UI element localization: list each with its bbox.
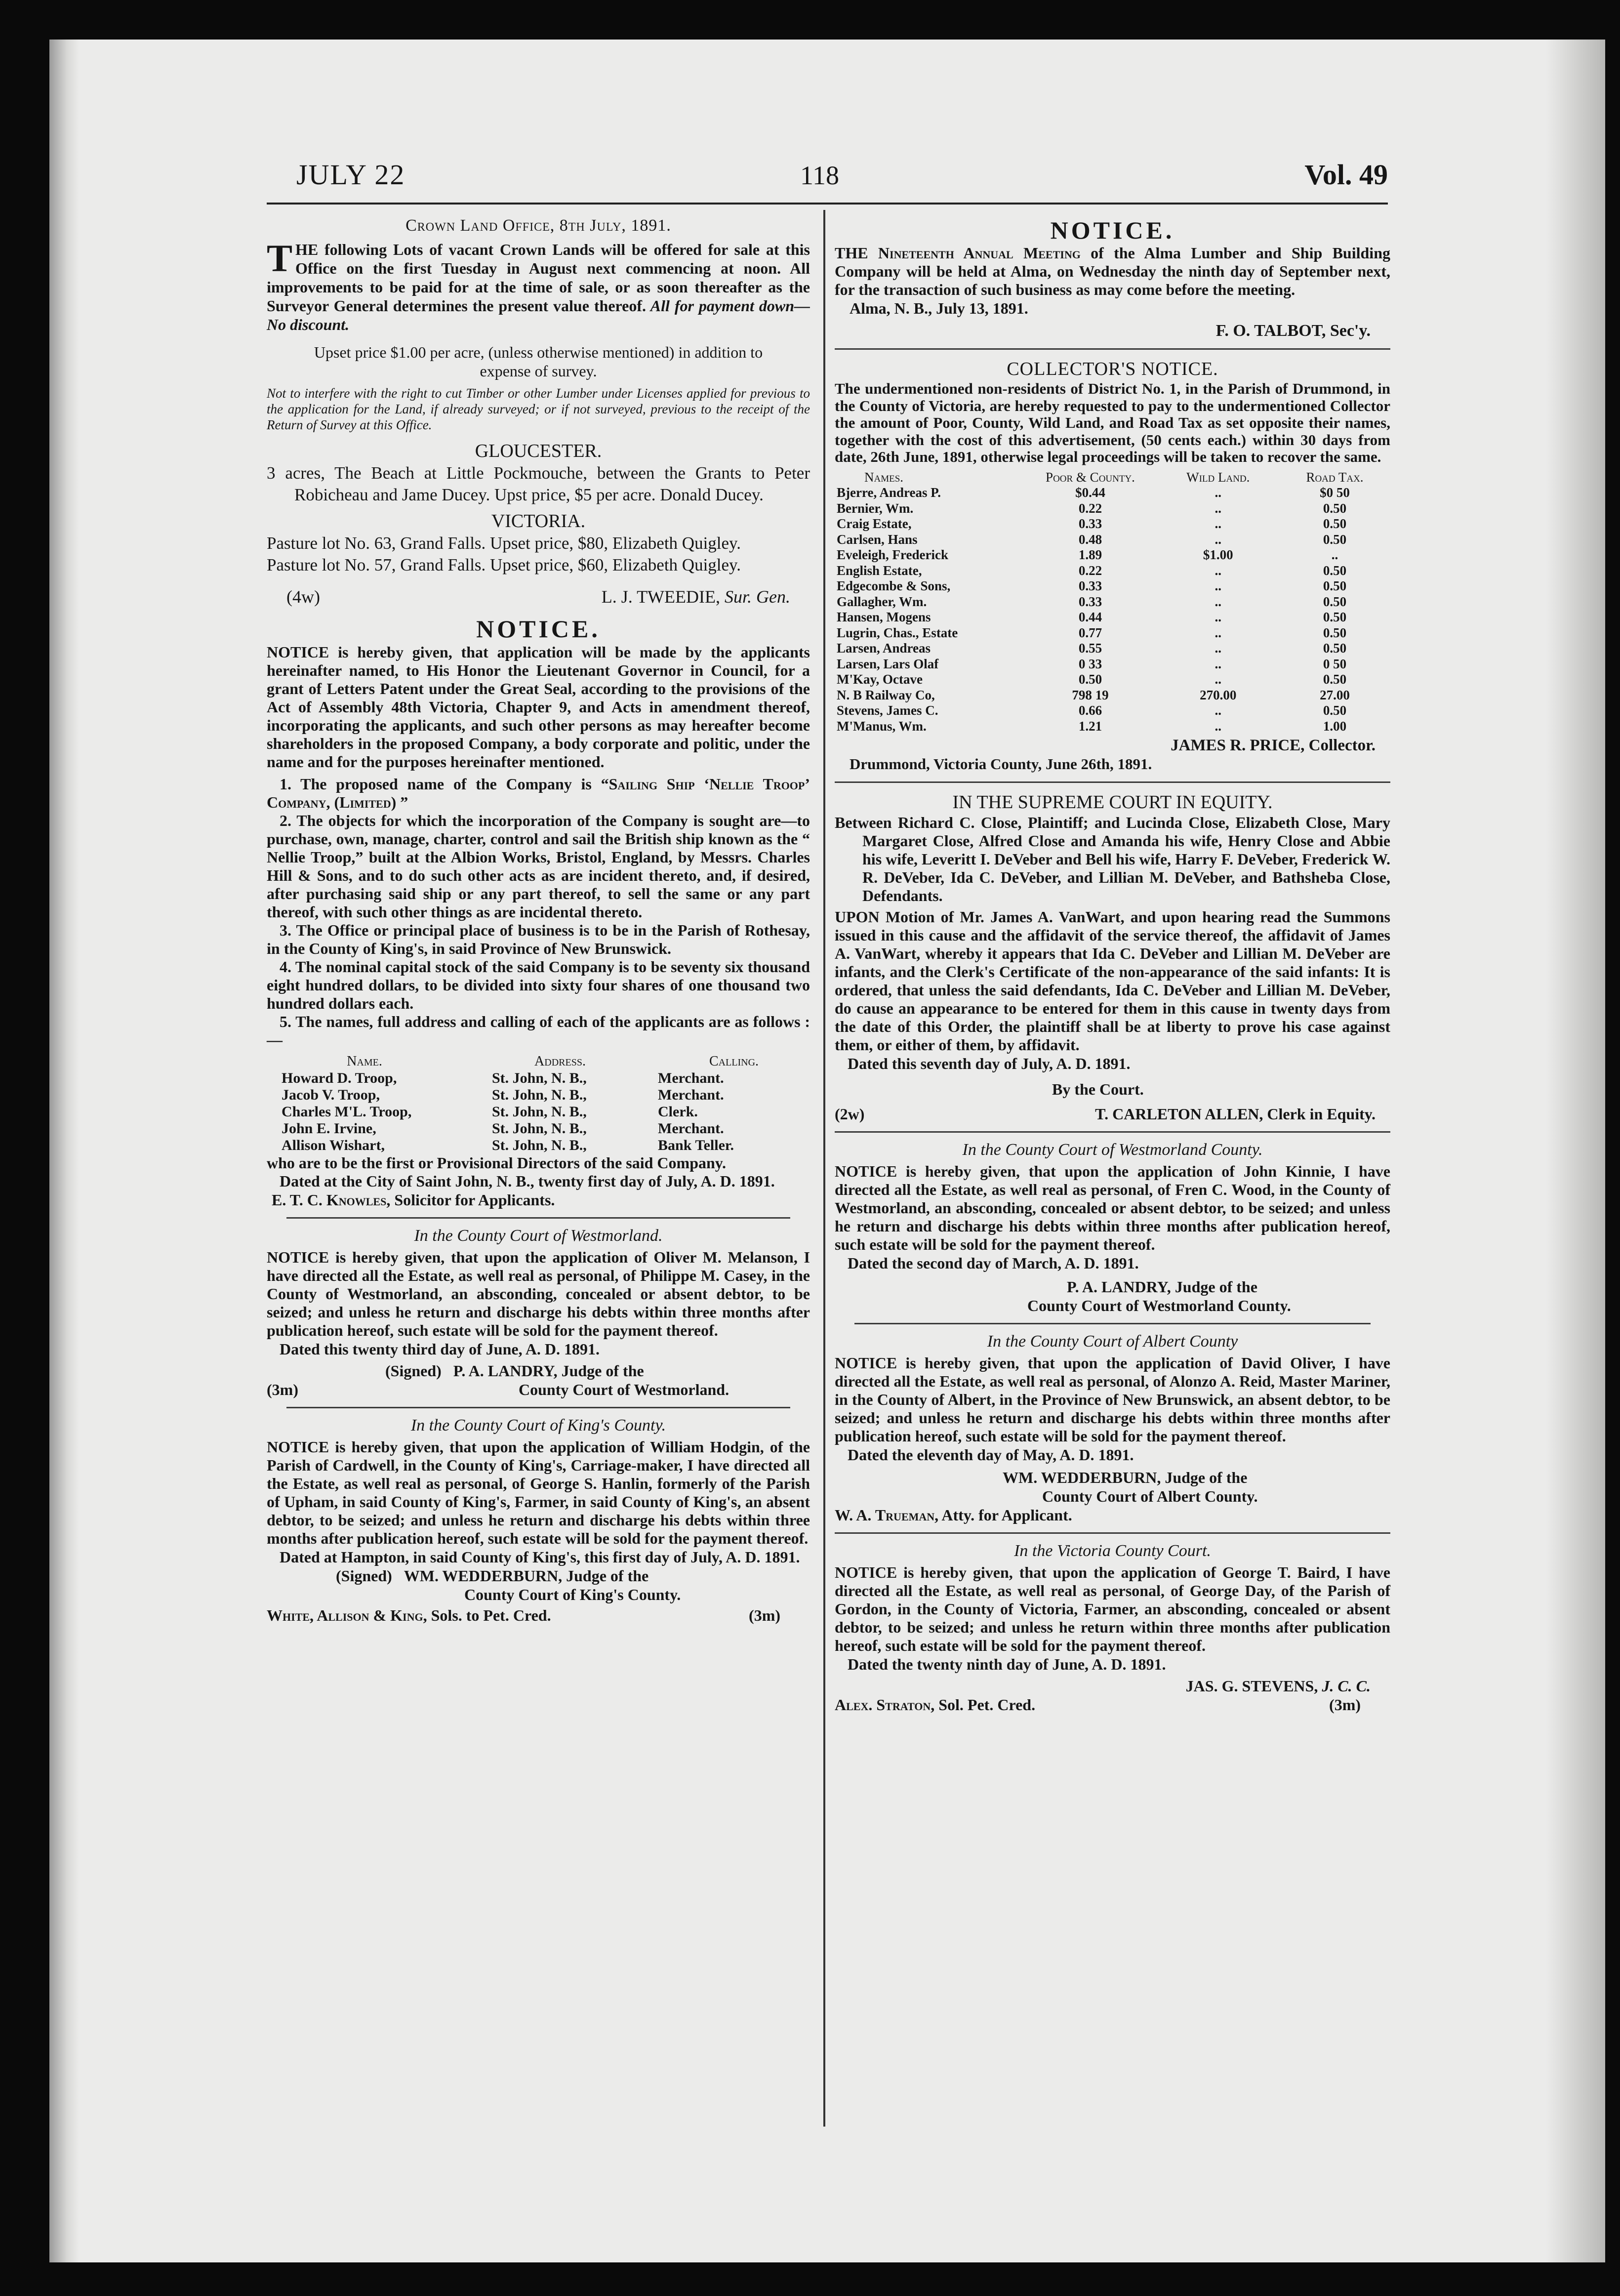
table-row: Charles M'L. Troop, St. John, N. B., Clerk. — [282, 1104, 698, 1120]
table-cell: 0.48 — [1078, 532, 1102, 547]
collector-dated: Drummond, Victoria County, June 26th, 1891. — [850, 755, 1152, 773]
table-cell: 0 33 — [1078, 656, 1102, 671]
troop-company-notice — [267, 615, 810, 1209]
table-cell: Eveleigh, Frederick — [837, 547, 948, 562]
table-cell: 0.66 — [1078, 703, 1102, 718]
tax-table — [835, 470, 1390, 735]
table-row — [835, 547, 1390, 563]
notice-heading: NOTICE. — [476, 615, 601, 643]
kings-county-notice: In the County Court of King's County. NOTICE is hereby given, that upon the application of William Hodgin, of the Parish of Cardwell, in the County of King's, Carriage-maker, I have directed all the Estate, as well real as personal, of George S. Hanlin, formerly of the Parish of Upham, in said County of King's, Farmer, in said County of King's, an absent debtor, to be seized; and unless he return and discharge his debts within three months after publication hereof, such estate will be sold for the payment thereof. Dated at Hampton, in said County of King's, this first day of July, A. D. 1891. (Signed) WM. WEDDERBURN, Judge of the County Court of King's County. White, Allison & King, Sols. to Pet. Cred. (3m) — [267, 1416, 810, 1624]
table-cell: Larsen, Andreas — [837, 641, 931, 656]
table-cell: 0.33 — [1078, 578, 1102, 593]
insertion-term: (4w) — [286, 587, 320, 607]
table-cell: 0.22 — [1078, 500, 1102, 516]
crown-signature: (4w) L. J. TWEEDIE, Sur. Gen. — [286, 587, 790, 607]
table-cell: 0.50 — [1323, 594, 1347, 609]
equity-by-court: By the Court. — [1052, 1080, 1144, 1098]
notice-body: NOTICE is hereby given, that upon the application of David Oliver, I have directed all the Estate, as well real as personal, of Alonzo A. Reid, Master Mariner, in the County of Albert, in the Province of New Brunswick, an absent debtor, to be seized; and unless he return and discharge his debts within three months after publication hereof, such estate will be sold for the payment thereof. — [835, 1354, 1390, 1445]
applicants-table — [267, 1053, 810, 1154]
lot-63: Pasture lot No. 63, Grand Falls. Upset price, $80, Elizabeth Quigley. — [267, 533, 741, 553]
notice-dated: Dated the second day of March, A. D. 1891. — [848, 1254, 1139, 1272]
page-header — [267, 158, 1388, 217]
gazette-page — [267, 104, 1388, 2198]
notice-body: NOTICE is hereby given, that upon the application of Oliver M. Melanson, I have directed all the Estate, as well real as personal, of Philippe M. Casey, in the County of Westmorland, an absconding, concealed or absent debtor, to be seized; and unless he return and discharge his debts within three months after publication hereof, such estate will be sold for the payment thereof. — [267, 1248, 810, 1339]
table-cell: 798 19 — [1072, 687, 1109, 702]
equity-signature: (2w) T. CARLETON ALLEN, Clerk in Equity. — [835, 1105, 1376, 1123]
right-column — [835, 216, 1390, 1714]
table-cell: 0.50 — [1323, 578, 1347, 593]
table-cell: M'Manus, Wm. — [837, 718, 927, 734]
table-cell: .. — [1215, 672, 1221, 687]
collectors-notice — [835, 358, 1390, 774]
lot-57: Pasture lot No. 57, Grand Falls. Upset price, $60, Elizabeth Quigley. — [267, 555, 741, 574]
court-heading: In the County Court of Westmorland County. — [962, 1141, 1263, 1159]
table-cell: Gallagher, Wm. — [837, 594, 927, 609]
table-cell: 1.89 — [1078, 547, 1102, 562]
table-row — [835, 594, 1390, 610]
table-cell: 0.50 — [1323, 532, 1347, 547]
table-cell: 0.50 — [1323, 563, 1347, 578]
table-cell: .. — [1215, 532, 1221, 547]
court-heading: In the County Court of Westmorland. — [414, 1227, 663, 1245]
county-gloucester: GLOUCESTER. — [475, 441, 602, 461]
page-edge — [1546, 40, 1605, 2262]
collector-signer: JAMES R. PRICE, Collector. — [1171, 737, 1376, 754]
westmorland-notice-2 — [835, 1141, 1390, 1315]
troop-directors: who are to be the first or Provisional Directors of the said Company. — [267, 1154, 727, 1172]
table-cell: 0.33 — [1078, 594, 1102, 609]
table-cell: English Estate, — [837, 563, 922, 578]
notice-judge: JAS. G. STEVENS, J. C. C. — [1185, 1677, 1371, 1695]
table-cell: .. — [1215, 703, 1221, 718]
table-header: Name. — [347, 1054, 382, 1069]
table-cell: $0 50 — [1320, 485, 1350, 500]
table-cell: .. — [1215, 594, 1221, 609]
alma-meeting-notice — [835, 216, 1390, 340]
notice-attorney: W. A. Trueman, Atty. for Applicant. — [835, 1506, 1072, 1524]
solicitor-line: Alex. Straton, Sol. Pet. Cred. (3m) — [835, 1696, 1361, 1714]
table-cell: $0.44 — [1075, 485, 1105, 500]
table-row — [835, 501, 1390, 517]
alma-body: THE Nineteenth Annual Meeting of the Alma Lumber and Ship Building Company will be held at Alma, on Wednesday the ninth day of September next, for the transaction of such business as may come before the meeting. — [835, 244, 1390, 298]
table-header: Calling. — [709, 1054, 759, 1069]
table-cell: .. — [1215, 656, 1221, 671]
table-cell: 0.50 — [1323, 500, 1347, 516]
notice-judge: WM. WEDDERBURN, Judge of the — [1003, 1469, 1248, 1486]
table-row — [835, 656, 1390, 672]
table-cell: .. — [1215, 516, 1221, 531]
section-rule — [854, 1323, 1371, 1324]
table-cell: 1.21 — [1078, 718, 1102, 734]
table-cell: Larsen, Lars Olaf — [837, 656, 939, 671]
table-cell: 0.33 — [1078, 516, 1102, 531]
equity-body: UPON Motion of Mr. James A. VanWart, and upon hearing read the Summons issued in this cause and the affidavit of the service thereof, the affidavit of James A. VanWart, whereby it appears that Ida C. DeVeber and Lillian M. DeVeber are infants, and the Clerk's Certificate of the non-appearance of the said infants: It is ordered, that unless the said defendants, Ida C. DeVeber and Lillian M. DeVeber, do cause an appearance to be entered for them in this cause in twenty days from the date of this Order, the plaintiff shall be at liberty to prove his case against them, or either of them, by affidavit. — [835, 908, 1390, 1054]
notice-dated: Dated at Hampton, in said County of King's, this first day of July, A. D. 1891. — [280, 1548, 800, 1566]
troop-dated: Dated at the City of Saint John, N. B., twenty first day of July, A. D. 1891. — [280, 1172, 775, 1190]
table-cell: .. — [1331, 547, 1338, 562]
table-header: Address. — [534, 1054, 586, 1069]
page-number: 118 — [800, 161, 839, 190]
solicitors-line: White, Allison & King, Sols. to Pet. Cred. (3m) — [267, 1606, 780, 1624]
table-header: Poor & County. — [1046, 469, 1135, 485]
table-header: Road Tax. — [1306, 469, 1364, 485]
troop-intro: NOTICE is hereby given, that application will be made by the applicants hereinafter named, to His Honor the Lieutenant Governor in Council, for a grant of Letters Patent under the Great Seal, according to the provisions of the Act of Assembly 48th Victoria, Chapter 9, and Acts in amendment thereof, incorporating the applicants, and such other persons as may hereafter become shareholders in the proposed Company, a body corporate and politic, under the name and for the purposes hereinafter mentioned. — [267, 643, 810, 771]
section-rule — [286, 1407, 790, 1408]
section-rule — [835, 1532, 1390, 1534]
court-heading: In the County Court of Albert County — [987, 1332, 1238, 1351]
table-row — [835, 516, 1390, 532]
collector-intro: The undermentioned non-residents of District No. 1, in the Parish of Drummond, in the County of Victoria, are hereby requested to pay to the undermentioned Collector the amount of Poor, County, Wild Land, and Road Tax as set opposite their names, together with the cost of this advertisement, (50 cents each.) within 30 days from date, 26th June, 1891, otherwise legal proceedings will be taken to recover the same. — [835, 380, 1390, 465]
table-cell: 0.50 — [1323, 672, 1347, 687]
section-rule — [835, 781, 1390, 783]
notice-signature: (3m) (Signed) P. A. LANDRY, Judge of the County Court of Westmorland. — [267, 1362, 729, 1398]
table-row: John E. Irvine, St. John, N. B., Merchant. — [282, 1120, 724, 1137]
table-cell: 0.44 — [1078, 610, 1102, 624]
crown-upset-price: Upset price $1.00 per acre, (unless otherwise mentioned) in addition to expense of survey. — [314, 343, 763, 380]
table-row — [835, 485, 1390, 501]
binding-edge — [49, 40, 79, 2262]
court-heading: In the County Court of King's County. — [410, 1416, 666, 1435]
notice-dated: Dated the eleventh day of May, A. D. 1891. — [848, 1446, 1134, 1464]
table-cell: 0.22 — [1078, 563, 1102, 578]
table-cell: 0.50 — [1323, 610, 1347, 624]
westmorland-notice-1 — [267, 1227, 810, 1399]
table-cell: Stevens, James C. — [837, 703, 938, 718]
alma-dated: Alma, N. B., July 13, 1891. — [850, 299, 1028, 317]
table-cell: .. — [1215, 610, 1221, 624]
table-header: Wild Land. — [1186, 469, 1250, 485]
table-header: Names. — [864, 469, 904, 485]
notice-court: County Court of Westmorland County. — [1027, 1297, 1291, 1314]
table-cell: 0.77 — [1078, 625, 1102, 640]
section-rule — [286, 1217, 790, 1219]
header-rule — [267, 203, 1388, 205]
alma-signer: F. O. TALBOT, Sec'y. — [1215, 322, 1371, 340]
table-cell: .. — [1215, 625, 1221, 640]
troop-item-5: 5. The names, full address and calling of each of the applicants are as follows :— — [267, 1013, 810, 1049]
county-victoria: VICTORIA. — [491, 511, 586, 532]
table-row — [835, 563, 1390, 579]
notice-dated: Dated the twenty ninth day of June, A. D. 1891. — [848, 1655, 1166, 1673]
table-row — [835, 641, 1390, 656]
table-cell: 27.00 — [1320, 687, 1350, 702]
crown-caveat: Not to interfere with the right to cut Timber or other Lumber under Licenses applied for previous to the application for the Land, if already surveyed; or if not surveyed, previous to the receipt of the Return of Survey at this Office. — [267, 386, 810, 432]
table-cell: Hansen, Mogens — [837, 610, 931, 624]
table-cell: 1.00 — [1323, 718, 1347, 734]
table-cell: Edgecombe & Sons, — [837, 578, 951, 593]
section-rule — [835, 348, 1390, 350]
table-cell: Lugrin, Chas., Estate — [837, 625, 958, 640]
table-cell: Craig Estate, — [837, 516, 912, 531]
left-column — [267, 216, 810, 1625]
table-cell: Bernier, Wm. — [837, 500, 914, 516]
troop-item-1: 1. The proposed name of the Company is “Sailing Ship ‘Nellie Troop’ Company, (Limited) ” — [267, 775, 810, 811]
table-row: Howard D. Troop, St. John, N. B., Merchant. — [282, 1070, 724, 1086]
table-row: Jacob V. Troop, St. John, N. B., Merchant. — [282, 1087, 724, 1103]
table-cell: $1.00 — [1203, 547, 1233, 562]
table-cell: Carlsen, Hans — [837, 532, 918, 547]
notice-body: NOTICE is hereby given, that upon the application of George T. Baird, I have directed all the Estate, as well real as personal, of George Day, of the Parish of Gordon, in the County of Victoria, Farmer, an absconding, concealed or absent debtor, to be seized; and unless he return within three months after publication hereof, such estate will be sold for the payment thereof. — [835, 1563, 1390, 1654]
table-row — [835, 625, 1390, 641]
equity-notice — [835, 791, 1390, 1123]
table-cell: N. B Railway Co, — [837, 687, 935, 702]
tax-rows — [835, 485, 1390, 734]
table-cell: 0.50 — [1323, 625, 1347, 640]
notice-dated: Dated this twenty third day of June, A. D. 1891. — [280, 1340, 600, 1358]
table-row — [835, 703, 1390, 719]
table-cell: 0.50 — [1323, 516, 1347, 531]
table-cell: .. — [1215, 578, 1221, 593]
table-cell: .. — [1215, 500, 1221, 516]
table-row: Allison Wishart, St. John, N. B., Bank Teller. — [282, 1137, 734, 1153]
victoria-notice — [835, 1542, 1390, 1714]
notice-body: NOTICE is hereby given, that upon the application of John Kinnie, I have directed all the Estate, as well real as personal, of Fren C. Wood, in the County of Westmorland, an absconding, concealed or absent debtor, to be seized; and unless he return and discharge his debts within three months after publication hereof, such estate will be sold for the payment thereof. — [835, 1162, 1390, 1253]
troop-item-3: 3. The Office or principal place of business is to be in the Parish of Rothesay, in the County of King's, in said Province of New Brunswick. — [267, 921, 810, 957]
table-row — [835, 672, 1390, 688]
court-heading: In the Victoria County Court. — [1014, 1542, 1211, 1560]
table-row — [835, 688, 1390, 703]
crown-land-notice — [267, 216, 810, 608]
drop-cap: T — [267, 237, 293, 280]
table-row — [835, 719, 1390, 735]
column-divider — [823, 210, 825, 2127]
lot-gloucester: 3 acres, The Beach at Little Pockmouche, between the Grants to Peter Robicheau and Jame Ducey. Upst price, $5 per acre. Donald Ducey. — [267, 463, 810, 504]
troop-item-4: 4. The nominal capital stock of the said Company is to be seventy six thousand eight hundred dollars, to be divided into sixty four shares of one thousand two hundred dollars each. — [267, 958, 810, 1012]
table-cell: 270.00 — [1200, 687, 1237, 702]
table-cell: 0.55 — [1078, 641, 1102, 656]
notice-judge: P. A. LANDRY, Judge of the — [1067, 1278, 1257, 1296]
equity-heading: IN THE SUPREME COURT IN EQUITY. — [952, 792, 1273, 813]
table-cell: .. — [1215, 485, 1221, 500]
notice-body: NOTICE is hereby given, that upon the application of William Hodgin, of the Parish of Cardwell, in the County of King's, Carriage-maker, I have directed all the Estate, as well real as personal, of George S. Hanlin, formerly of the Parish of Upham, in said County of King's, Farmer, in said County of King's, an absent debtor, to be seized; and unless he return and discharge his debts within three months after publication hereof, such estate will be sold for the payment thereof. — [267, 1438, 810, 1547]
notice-heading: NOTICE. — [1050, 216, 1175, 244]
table-cell: .. — [1215, 718, 1221, 734]
table-row — [835, 532, 1390, 548]
table-cell: 0.50 — [1323, 641, 1347, 656]
notice-signature: (Signed) WM. WEDDERBURN, Judge of the — [336, 1567, 649, 1585]
crown-dateline: Crown Land Office, 8th July, 1891. — [405, 216, 671, 235]
table-cell: 0.50 — [1323, 703, 1347, 718]
table-cell: 0 50 — [1323, 656, 1347, 671]
volume-label: Vol. 49 — [1304, 159, 1388, 191]
albert-notice — [835, 1332, 1390, 1524]
table-cell: Bjerre, Andreas P. — [837, 485, 941, 500]
table-cell: M'Kay, Octave — [837, 672, 923, 687]
equity-dated: Dated this seventh day of July, A. D. 1891. — [848, 1055, 1131, 1072]
notice-court: County Court of Albert County. — [1042, 1487, 1258, 1505]
table-row — [835, 578, 1390, 594]
troop-item-2: 2. The objects for which the incorporation of the Company is sought are—to purchase, own, manage, charter, control and sail the British ship known as the “ Nellie Troop,” built at the Albion Works, Bristol, England, by Messrs. Charles Hill & Sons, and to do such other acts as are incident thereto, and, if desired, after purchasing said ship or any part thereof, to sell the same or any part thereof, with such other things as are incidental thereto. — [267, 812, 810, 921]
issue-date: JULY 22 — [296, 159, 405, 191]
table-cell: 0.50 — [1078, 672, 1102, 687]
table-cell: .. — [1215, 641, 1221, 656]
crown-body: THE following Lots of vacant Crown Lands will be offered for sale at this Office on the first Tuesday in August next commencing at noon. All improvements to be paid for at the time of sale, or as soon thereafter as the Surveyor General determines the present value thereof. All for payment down—No discount. — [267, 237, 810, 333]
equity-parties: Between Richard C. Close, Plaintiff; and Lucinda Close, Elizabeth Close, Mary Margaret Close, Alfred Close and Amanda his wife, Henry Close and Abbie his wife, Leveritt I. DeVeber and Bell his wife, Harry F. DeVeber, Frederick W. R. DeVeber, Ida C. DeVeber, and Lillian M. DeVeber, and Bathsheba Close, Defendants. — [835, 814, 1390, 904]
collector-heading: COLLECTOR'S NOTICE. — [1007, 359, 1218, 379]
section-rule — [835, 1131, 1390, 1133]
table-row — [835, 610, 1390, 625]
troop-solicitor: E. T. C. Knowles, Solicitor for Applicants. — [272, 1191, 555, 1209]
table-cell: .. — [1215, 563, 1221, 578]
